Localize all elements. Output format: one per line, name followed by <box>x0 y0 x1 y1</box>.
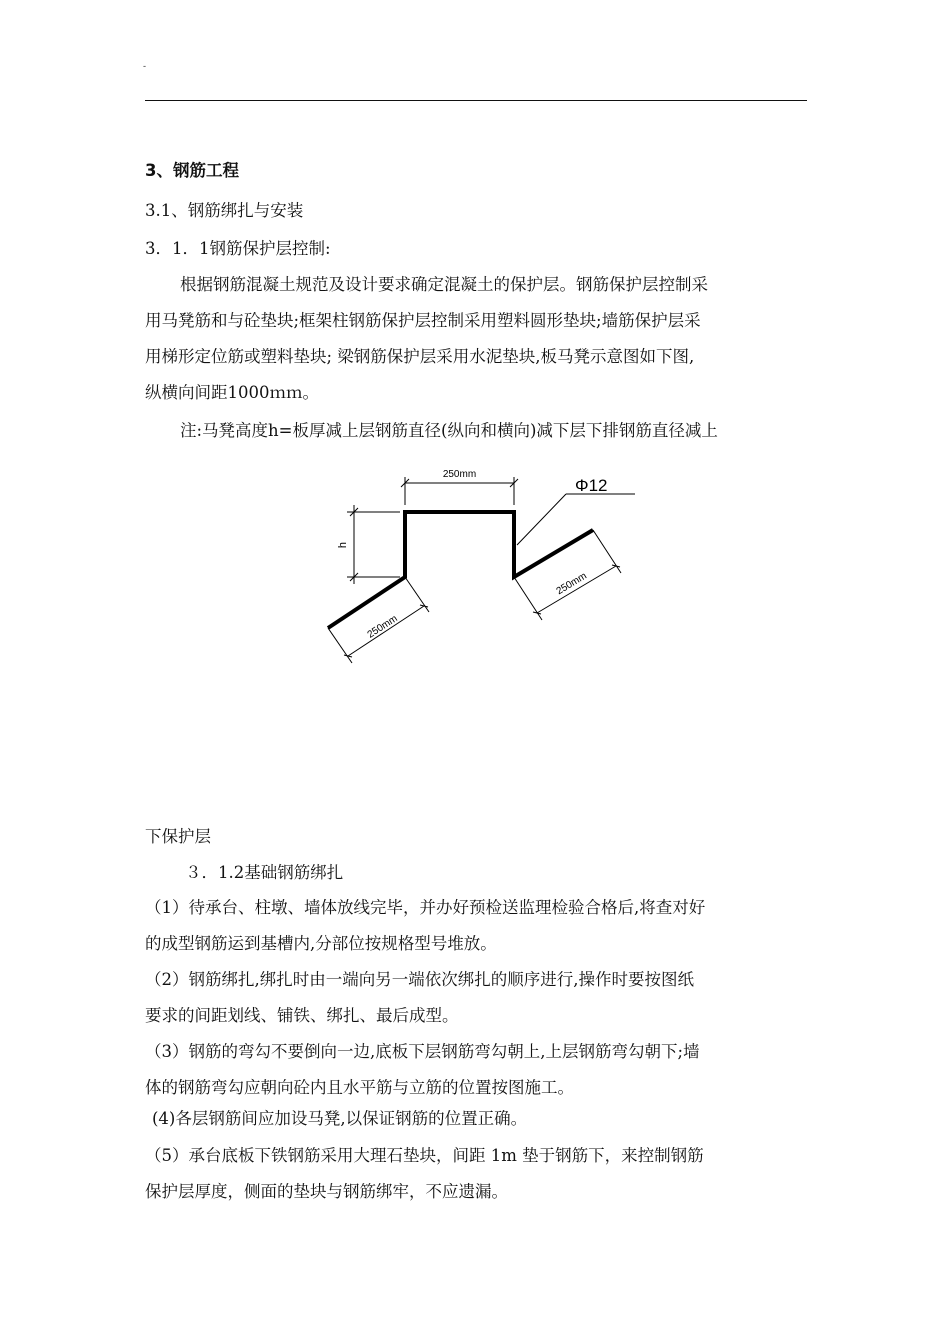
item-line: 的成型钢筋运到基槽内,分部位按规格型号堆放。 <box>145 934 497 953</box>
note-continuation: 下保护层 <box>145 827 211 846</box>
paragraph-line: 用梯形定位筋或塑料垫块; 梁钢筋保护层采用水泥垫块,板马凳示意图如下图, <box>145 347 695 366</box>
bar-leader <box>517 494 635 545</box>
paragraph-line: 用马凳筋和与砼垫块;框架柱钢筋保护层控制采用塑料圆形垫块;墙筋保护层采 <box>145 311 701 330</box>
item-line: （1）待承台、柱墩、墙体放线完毕，并办好预检送监理检验合格后,将查对好 <box>145 898 706 917</box>
height-label: h <box>337 541 349 549</box>
rebar-shape <box>328 512 593 628</box>
height-dimension <box>347 505 400 584</box>
paragraph-line: 纵横向间距1000ｍｍ。 <box>145 383 319 402</box>
header-mark: - <box>143 62 147 72</box>
section-title: 3、钢筋工程 <box>145 161 239 180</box>
item-line: 要求的间距划线、铺铁、绑扎、最后成型。 <box>145 1006 459 1025</box>
header-rule <box>145 100 807 101</box>
right-dimension-label: 250mm <box>554 570 589 598</box>
item-line: （3）钢筋的弯勾不要倒向一边,底板下层钢筋弯勾朝上,上层钢筋弯勾朝下;墙 <box>145 1042 700 1061</box>
subsubsection-heading-2: ３．1.2基础钢筋绑扎 <box>185 863 344 882</box>
item-line: （5）承台底板下铁钢筋采用大理石垫块，间距 1m 垫于钢筋下，来控制钢筋 <box>145 1146 704 1165</box>
item-line: (4)各层钢筋间应加设马凳,以保证钢筋的位置正确。 <box>152 1109 528 1128</box>
top-dimension-label: 250mm <box>442 469 477 480</box>
left-dimension-label: 250mm <box>365 613 400 641</box>
top-dimension <box>401 477 518 505</box>
stool-bar-diagram <box>320 465 650 670</box>
item-line: （2）钢筋绑扎,绑扎时由一端向另一端依次绑扎的顺序进行,操作时要按图纸 <box>145 970 694 989</box>
bar-size-label: Φ12 <box>575 476 608 495</box>
item-line: 保护层厚度，侧面的垫块与钢筋绑牢，不应遗漏。 <box>145 1182 508 1201</box>
item-line: 体的钢筋弯勾应朝向砼内且水平筋与立筋的位置按图施工。 <box>145 1078 574 1097</box>
subsubsection-heading: 3．1．1钢筋保护层控制: <box>145 239 331 258</box>
subsection-heading: 3.1、钢筋绑扎与安装 <box>145 201 304 220</box>
paragraph-line: 根据钢筋混凝土规范及设计要求确定混凝土的保护层。钢筋保护层控制采 <box>180 275 708 294</box>
note-line: 注:马凳高度h=板厚减上层钢筋直径(纵向和横向)减下层下排钢筋直径减上 <box>180 421 718 440</box>
